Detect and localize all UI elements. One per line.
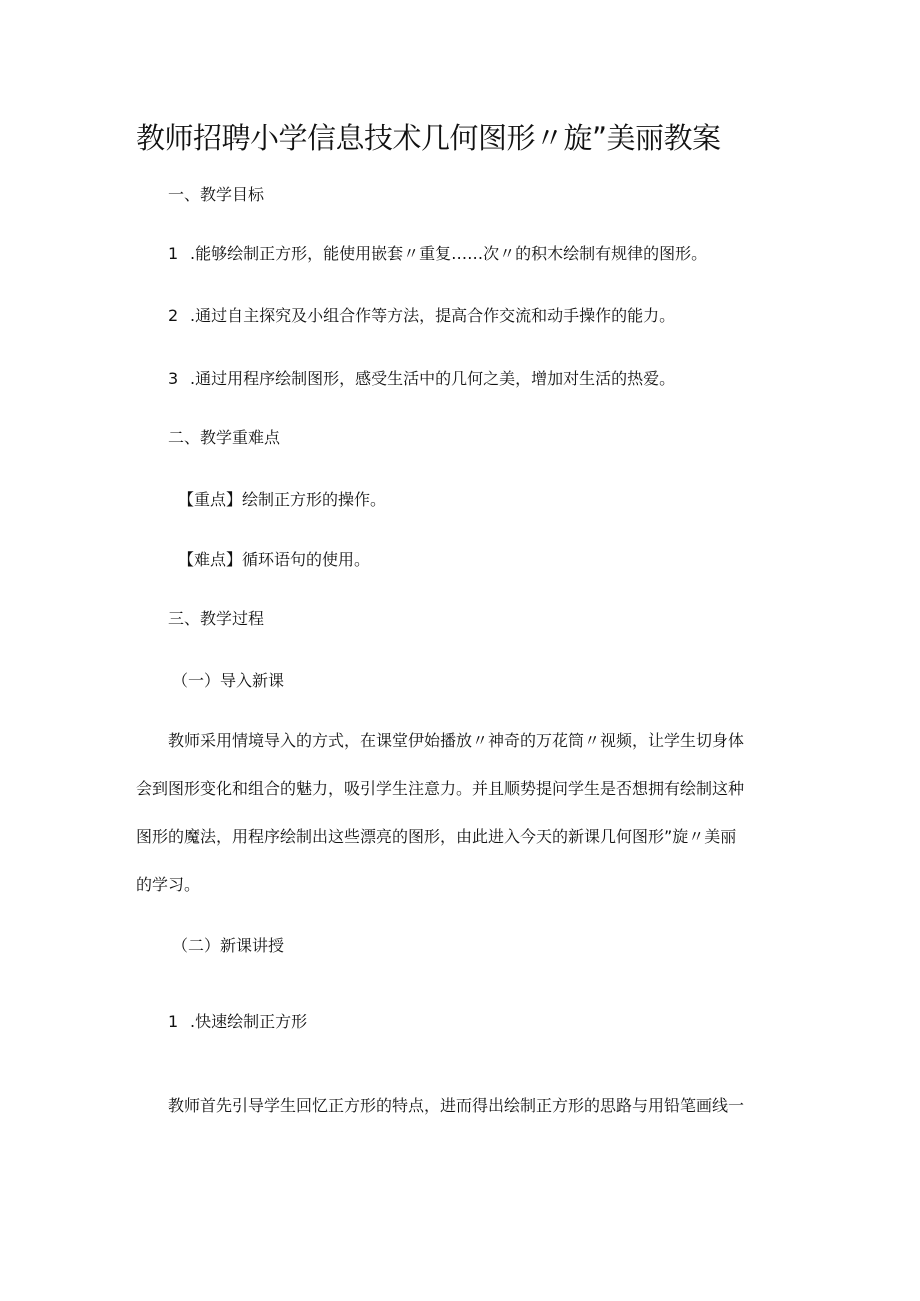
section-heading-process: 三、教学过程 bbox=[168, 609, 265, 628]
section-heading-key-points: 二、教学重难点 bbox=[168, 428, 281, 447]
key-point: 【重点】绘制正方形的操作。 bbox=[178, 490, 387, 509]
step1-paragraph: 教师首先引导学生回忆正方形的特点，进而得出绘制正方形的思路与用铅笔画线一 bbox=[168, 1096, 745, 1115]
subsection-heading-teaching: （二）新课讲授 bbox=[172, 936, 285, 955]
goal-number: 2 bbox=[168, 306, 179, 325]
subsection-heading-intro: （一）导入新课 bbox=[172, 671, 285, 690]
paragraph-line: 的学习。 bbox=[136, 875, 201, 894]
document-title: 教师招聘小学信息技术几何图形〃旋”美丽教案 bbox=[136, 121, 721, 155]
goal-text: .能够绘制正方形，能使用嵌套〃重复……次〃的积木绘制有规律的图形。 bbox=[190, 244, 708, 263]
section-heading-goals: 一、教学目标 bbox=[168, 185, 265, 204]
paragraph-line: 教师采用情境导入的方式，在课堂伊始播放〃神奇的万花筒〃视频，让学生切身体 bbox=[168, 731, 745, 750]
goal-number: 1 bbox=[168, 244, 179, 263]
step-number: 1 bbox=[168, 1012, 179, 1031]
goal-item-3 bbox=[168, 368, 675, 390]
difficult-point: 【难点】循环语句的使用。 bbox=[178, 550, 371, 569]
paragraph-line: 图形的魔法，用程序绘制出这些漂亮的图形，由此进入今天的新课几何图形”旋〃美丽 bbox=[136, 827, 737, 846]
paragraph-line: 会到图形变化和组合的魅力，吸引学生注意力。并且顺势提问学生是否想拥有绘制这种 bbox=[136, 779, 745, 798]
intro-paragraph bbox=[136, 730, 786, 896]
goal-item-2 bbox=[168, 305, 675, 327]
step-item-1 bbox=[168, 1011, 307, 1033]
goal-item-1 bbox=[168, 243, 707, 265]
step-text: .快速绘制正方形 bbox=[190, 1012, 308, 1031]
goal-number: 3 bbox=[168, 369, 179, 388]
goal-text: .通过自主探究及小组合作等方法，提高合作交流和动手操作的能力。 bbox=[190, 306, 676, 325]
goal-text: .通过用程序绘制图形，感受生活中的几何之美，增加对生活的热爱。 bbox=[190, 369, 676, 388]
